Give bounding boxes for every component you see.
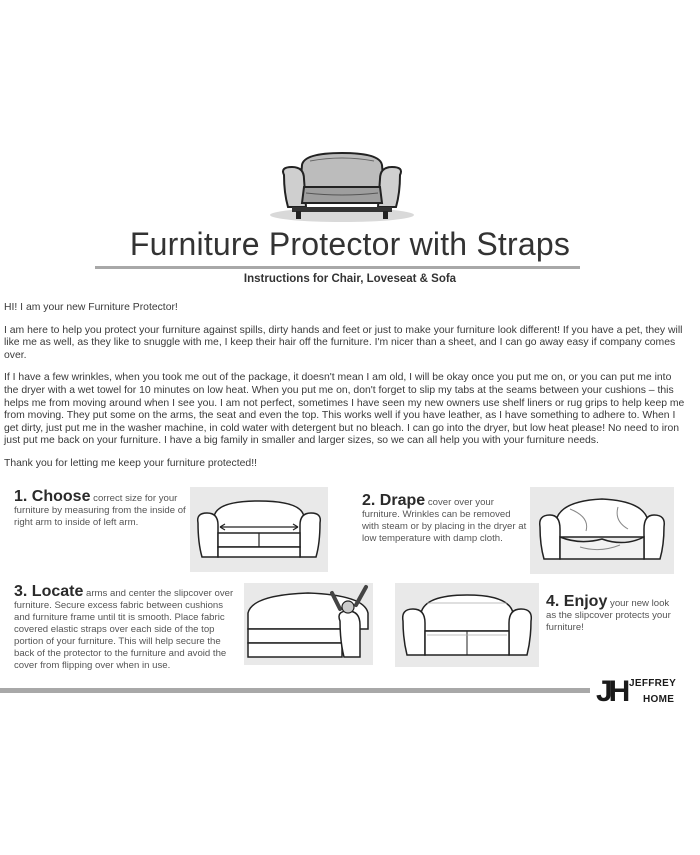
title-divider [95, 266, 580, 269]
footer-divider [0, 688, 590, 693]
armchair-illustration [262, 145, 422, 225]
step-4-description: your new look as the slipcover protects your furniture! [546, 598, 671, 633]
step-2-description: cover over your furniture. Wrinkles can be removed with steam or by placing in the dryer at low temperature with damp cloth. [362, 497, 527, 544]
intro-paragraph-1: I am here to help you protect your furniture against spills, dirty hands and feet or just to make your furniture look different! If you have a pet, they will like me as well, as they like to snuggle with me, I keep their hair off the furniture. I'm nicer than a sheet, and I can go away easy if company comes over. [4, 324, 683, 361]
step-3-text [14, 583, 240, 672]
step-3-description: arms and center the slipcover over furniture. Secure excess fabric between cushions and furniture frame until tit is smooth. Place fabric covered elastic straps over each side of the top portion of your furniture. This will help secure the back of the protector to the furniture and avoid the cover from flipping over when in use. [14, 588, 234, 671]
logo-mark: JH [596, 675, 627, 708]
logo-line-2: HOME [643, 694, 675, 705]
step-2-heading: 2. Drape [362, 492, 426, 509]
logo-line-1: JEFFREY [629, 678, 677, 689]
step-3-heading: 3. Locate [14, 583, 84, 600]
jeffrey-home-logo [596, 676, 688, 710]
greeting-paragraph: HI! I am your new Furniture Protector! [4, 302, 178, 313]
closing-paragraph: Thank you for letting me keep your furniture protected!! [4, 457, 257, 469]
sofa-drape-illustration [530, 487, 674, 574]
step-1-text [14, 488, 186, 529]
sofa-covered-illustration [395, 583, 539, 667]
page-title: Furniture Protector with Straps [129, 226, 571, 262]
sofa-measure-illustration [190, 487, 328, 572]
step-4-heading: 4. Enjoy [546, 593, 608, 610]
sofa-strap-illustration [244, 583, 373, 665]
step-1-description: correct size for your furniture by measuring from the inside of right arm to inside of left arm. [14, 493, 186, 528]
step-4-text [546, 593, 676, 634]
step-2-text [362, 492, 528, 545]
page-subtitle: Instructions for Chair, Loveseat & Sofa [243, 273, 457, 285]
intro-paragraph-2: If I have a few wrinkles, when you took me out of the package, it doesn't mean I am old, I will be okay once you put me on, or you can put me into the dryer with a wet towel for 10 minutes on low heat. When you put me on, don't forget to slip my tabs at the seams between your cushions – this helps me from moving around when I see you. I am not perfect, sometimes I have seen my new owners use shelf liners or rug grips to help keep me from moving. They put some on the arms, the seat and even the top. This works well if you have leather, as I have something to adhere to. When I get dirty, just put me in the washer machine, in cold water with detergent but no bleach. I can go into the dryer, but low heat please! No need to iron just put me back on your furniture. I have a big family in smaller and larger sizes, so we can all help you with your furniture needs. [4, 372, 685, 447]
step-1-heading: 1. Choose [14, 488, 91, 505]
intro-text [4, 302, 688, 481]
